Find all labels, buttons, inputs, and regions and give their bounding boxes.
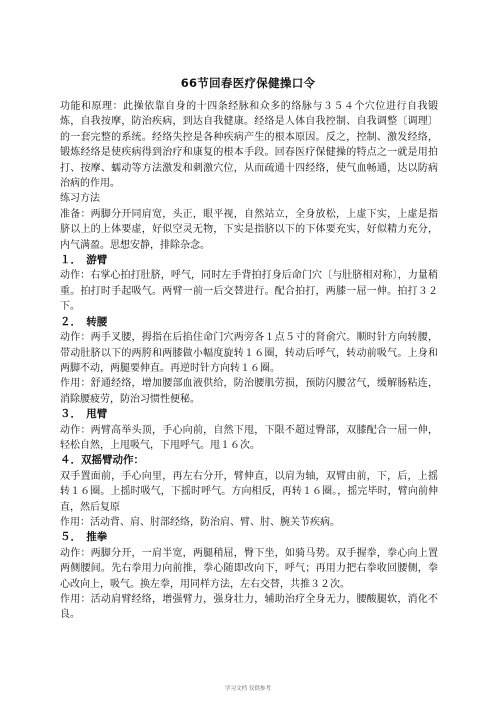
body-paragraph: 作用：活动背、肩、肘部经络，防治肩、臂、肘、腕关节疾病。 xyxy=(60,516,340,528)
body-paragraph: 动作：右掌心拍打肚脐，呼气，同时左手背拍打身后命门穴〔与肚脐相对称〕，力量稍重。拍打时手起吸气。两臂一前一后交替进行。配合拍打，两膝一屈一伸。拍打３２下。 xyxy=(60,270,438,313)
body-paragraph: 练习方法 xyxy=(60,193,100,205)
body-paragraph: 功能和原理：此操依靠自身的十四条经脉和众多的络脉与３５４个穴位进行自我锻炼，自我按摩，防治疾病，到达自我健康。经络是人体自我控制、自我调整〔调理〕的一套完整的系统。经络失控是各种疾病产生的根本原因。反之，控制、激发经络，锻炼经络是使疾病得到治疗和康复的根本手段。回春医疗保健操的特点之一就是用拍打、按摩、蠕动等方法激发和刺激穴位，从而疏通十四经络，使气血畅通，达以防病治病的作用。 xyxy=(60,101,438,190)
page-footer: 学习文档 仅供参考 xyxy=(225,686,271,692)
document-body xyxy=(60,99,438,623)
section-heading: ２． 转腰 xyxy=(60,315,108,328)
document-title: 66节回春医疗保健操口令 xyxy=(180,76,316,90)
section-heading: ５． 推拳 xyxy=(60,531,108,544)
body-paragraph: 准备：两脚分开同肩宽，头正，眼平视，自然站立，全身放松，上虚下实，上虚是指脐以上的上体要虚，好似空灵无物，下实是指脐以下的下体要充实，好似精力充分，内气满盈。思想安静，排除杂念。 xyxy=(60,208,438,251)
body-paragraph: 动作：两臂高举头顶，手心向前，自然下甩，下限不超过臀部，双膝配合一屈一伸，轻松自然，上甩吸气，下甩呼气。甩１６次。 xyxy=(60,424,438,451)
body-paragraph: 作用：舒通经络，增加腰部血液供给，防治腰肌劳损，预防闪腰岔气，缓解肠粘连，消除腰疲劳，防治习惯性便秘。 xyxy=(60,378,438,405)
section-heading: １． 游臂 xyxy=(60,254,108,267)
body-paragraph: 动作：两脚分开，一肩半宽，两腿稍屈，臀下坐，如骑马势。双手握拳，拳心向上置两侧腰间。先右拳用力向前推，拳心随即改向下，呼气；再用力把右拳收回腰侧，拳心改向上，吸气。换左拳，用同样方法，左右交替，共推３２次。 xyxy=(60,547,438,590)
section-heading: ４．双摇臂动作： xyxy=(60,454,144,467)
body-paragraph: 动作：两手叉腰，拇指在后掐住命门穴两旁各１点５寸的肾俞穴。顺时针方向转腰，带动肚脐以下的两胯和两膝做小幅度旋转１６圈，转动后呼气，转动前吸气。上身和两脚不动，两腿要伸直。再逆时针方向转１６圈。 xyxy=(60,332,438,374)
body-paragraph: 作用：活动肩臂经络，增强臂力，强身壮力，辅助治疗全身无力，腰酸腿软，消化不良。 xyxy=(60,594,438,621)
section-heading: ３． 甩臂 xyxy=(60,408,108,421)
body-paragraph: 双手置面前，手心向里，再左右分开，臂伸直，以肩为轴，双臂由前，下，后，上摇转１６圈。上摇时吸气，下摇时呼气。方向相反，再转１６圈。，摇完毕时，臂向前伸直，然后复原 xyxy=(60,470,438,513)
